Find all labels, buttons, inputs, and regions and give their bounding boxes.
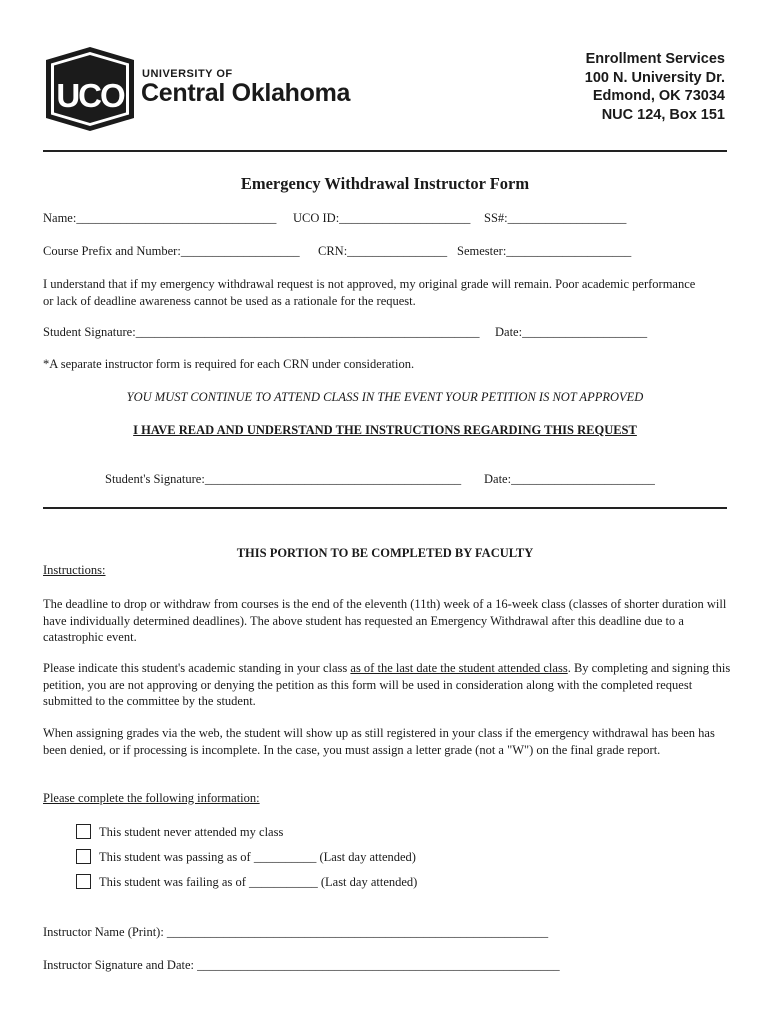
read-understand-statement: I HAVE READ AND UNDERSTAND THE INSTRUCTIONS REGARDING THIS REQUEST bbox=[133, 423, 637, 437]
option-label: This student was failing as of ___________ (Last day attended) bbox=[99, 875, 418, 889]
crn-field-label[interactable]: CRN:________________ bbox=[318, 244, 448, 258]
never-attended-checkbox[interactable] bbox=[76, 824, 91, 839]
instructor-signature-date-line[interactable]: Instructor Signature and Date: __________________________________________________________ bbox=[43, 958, 560, 972]
understanding-statement: I understand that if my emergency withdrawal request is not approved, my original grade will remain. Poor academic performance or lack of deadline awareness cannot be used as a rationale for the request. bbox=[43, 277, 696, 308]
logo-university-of: UNIVERSITY OF bbox=[142, 68, 233, 80]
instructions-standing-paragraph bbox=[43, 660, 733, 710]
students-date-line[interactable]: Date:_______________________ bbox=[484, 472, 655, 486]
course-field-label[interactable]: Course Prefix and Number:___________________ bbox=[43, 244, 300, 258]
uco-shield-logo bbox=[42, 46, 138, 132]
separate-form-note: *A separate instructor form is required for each CRN under consideration. bbox=[43, 357, 415, 371]
address-line: NUC 124, Box 151 bbox=[601, 106, 725, 123]
attend-class-warning: YOU MUST CONTINUE TO ATTEND CLASS IN THE EVENT YOUR PETITION IS NOT APPROVED bbox=[126, 390, 644, 404]
standing-text-part1: Please indicate this student's academic standing in your class bbox=[43, 661, 351, 675]
instructions-deadline-paragraph: The deadline to drop or withdraw from courses is the end of the eleventh (11th) week of a 16-week class (classes of shorter duration will have individually determined deadlines). The above student has requested an Emergency Withdrawal after this deadline due to a catastrophic event. bbox=[43, 597, 727, 644]
address-line: Enrollment Services bbox=[585, 51, 725, 67]
name-field-label[interactable]: Name:________________________________ bbox=[43, 211, 277, 225]
standing-text-part2: . By completing and signing this petition, you are not approving or denying the petition as this form will be used in consideration along with the completed request submitted to the committee by the student. bbox=[43, 661, 731, 708]
standing-text-underlined: as of the last date the student attended class bbox=[350, 661, 568, 675]
uco-id-field-label[interactable]: UCO ID:_____________________ bbox=[293, 211, 471, 225]
section-divider bbox=[43, 507, 727, 509]
student-date-line[interactable]: Date:____________________ bbox=[495, 325, 648, 339]
address-line: 100 N. University Dr. bbox=[584, 69, 725, 86]
address-line: Edmond, OK 73034 bbox=[592, 88, 725, 104]
semester-field-label[interactable]: Semester:____________________ bbox=[457, 244, 632, 258]
students-signature-line[interactable]: Student's Signature:_________________________________________ bbox=[105, 472, 462, 486]
option-label: This student never attended my class bbox=[99, 825, 284, 839]
option-failing bbox=[76, 874, 417, 890]
logo-letters: UCO bbox=[56, 77, 124, 114]
office-address bbox=[585, 50, 725, 124]
failing-checkbox[interactable] bbox=[76, 874, 91, 889]
option-label: This student was passing as of __________ (Last day attended) bbox=[99, 850, 416, 864]
ss-field-label[interactable]: SS#:___________________ bbox=[484, 211, 627, 225]
header-divider bbox=[43, 150, 727, 152]
instructions-grading-paragraph: When assigning grades via the web, the student will show up as still registered in your class if the emergency withdrawal has been has been denied, or if processing is incomplete. In the case, you must assign a letter grade (not a "W") on the final grade report. bbox=[43, 726, 715, 757]
instructions-label: Instructions: bbox=[43, 563, 106, 577]
university-logo bbox=[42, 46, 372, 132]
faculty-section-heading: THIS PORTION TO BE COMPLETED BY FACULTY bbox=[236, 546, 534, 560]
passing-checkbox[interactable] bbox=[76, 849, 91, 864]
logo-central-oklahoma: Central Oklahoma bbox=[141, 79, 351, 107]
form-title: Emergency Withdrawal Instructor Form bbox=[240, 174, 530, 193]
option-never-attended bbox=[76, 824, 283, 840]
complete-info-label: Please complete the following information: bbox=[43, 791, 260, 805]
instructor-name-line[interactable]: Instructor Name (Print): _____________________________________________________________ bbox=[43, 925, 549, 939]
option-passing bbox=[76, 849, 416, 865]
student-signature-line[interactable]: Student Signature:_______________________________________________________ bbox=[43, 325, 480, 339]
logo-trademark: TM bbox=[126, 114, 132, 119]
